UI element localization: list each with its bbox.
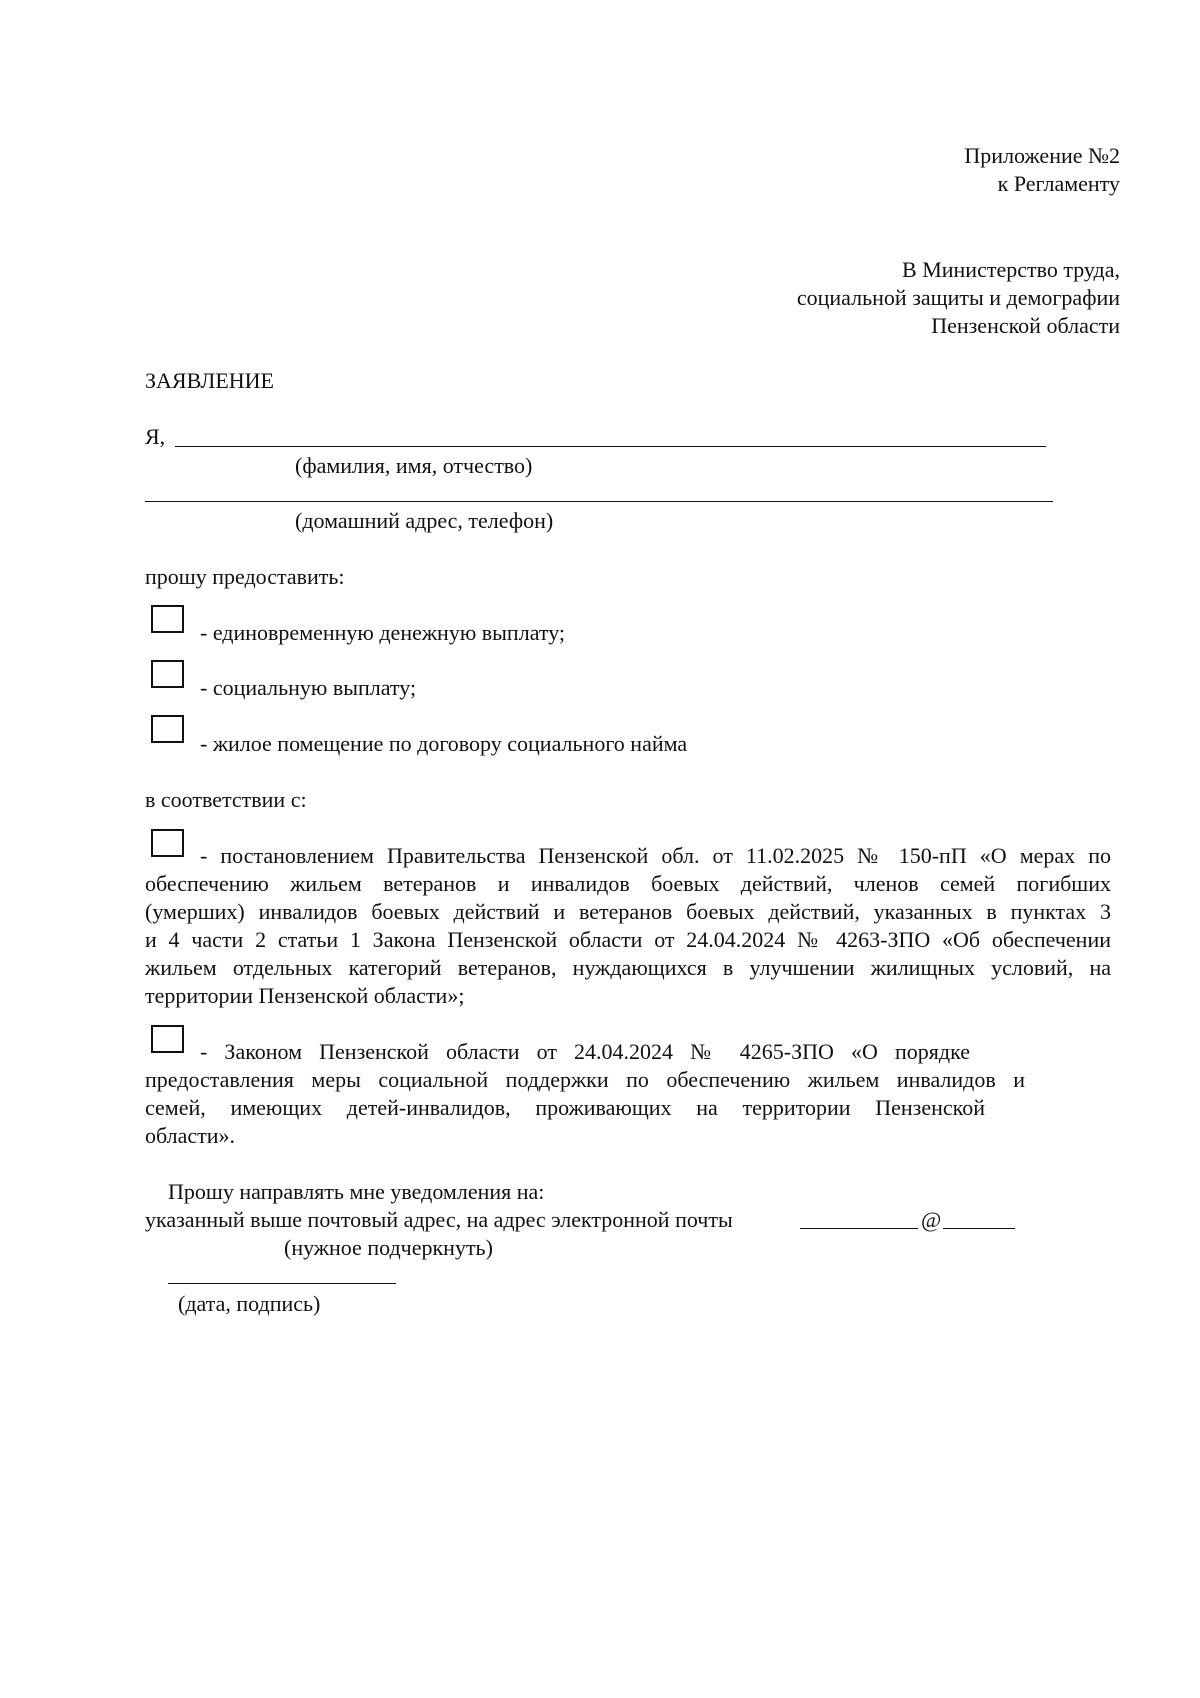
address-hint: (домашний адрес, телефон) [295,508,554,533]
law-line-1: - Законом Пензенской области от 24.04.2024 № 4265-ЗПО «О порядке [200,1039,970,1064]
resolution-line-3: (умерших) инвалидов боевых действий и ветеранов боевых действий, указанных в пунктах 3 [145,899,1111,924]
checkbox-lump-sum-payment[interactable] [151,605,184,633]
law-line-3: семей, имеющих детей-инвалидов, проживающих на территории Пензенской [145,1095,985,1120]
option-lump-sum-payment: - единовременную денежную выплату; [200,620,566,645]
option-social-payment: - социальную выплату; [200,675,417,700]
law-line-4: области». [145,1123,236,1148]
notification-hint: (нужное подчеркнуть) [284,1235,493,1260]
email-at-sign: @ [921,1207,942,1232]
appendix-number: Приложение №2 [964,143,1120,168]
law-line-2: предоставления меры социальной поддержки по обеспечению жильем инвалидов и [145,1067,1025,1092]
checkbox-social-housing[interactable] [151,715,184,743]
checkbox-regional-law[interactable] [151,1025,184,1053]
resolution-line-5: жильем отдельных категорий ветеранов, нуждающихся в улучшении жилищных условий, на [145,955,1111,980]
email-local-part-field[interactable] [800,1228,918,1229]
addressee-line-1: В Министерство труда, [902,257,1120,282]
option-social-housing: - жилое помещение по договору социального найма [200,731,688,756]
resolution-line-4: и 4 части 2 статьи 1 Закона Пензенской области от 24.04.2024 № 4263-ЗПО «Об обеспечении [145,927,1111,952]
name-hint: (фамилия, имя, отчество) [295,453,533,478]
applicant-name-field[interactable] [175,446,1046,447]
checkbox-social-payment[interactable] [151,660,184,688]
request-intro: прошу предоставить: [145,564,345,589]
notification-intro: Прошу направлять мне уведомления на: [168,1179,545,1204]
applicant-address-field[interactable] [145,501,1053,502]
notification-line: указанный выше почтовый адрес, на адрес электронной почты [145,1207,733,1232]
resolution-line-6: территории Пензенской области»; [145,983,465,1008]
regulation-reference: к Регламенту [997,171,1120,196]
resolution-line-1: - постановлением Правительства Пензенской обл. от 11.02.2025 № 150-пП «О мерах по [200,843,1111,868]
applicant-prefix: Я, [145,424,166,449]
basis-intro: в соответствии с: [145,787,307,812]
email-domain-field[interactable] [943,1228,1015,1229]
resolution-line-2: обеспечению жильем ветеранов и инвалидов боевых действий, членов семей погибших [145,871,1111,896]
addressee-line-2: социальной защиты и демографии [796,285,1120,310]
addressee-line-3: Пензенской области [931,313,1120,338]
document-title: ЗАЯВЛЕНИЕ [145,368,274,393]
date-signature-field[interactable] [168,1283,396,1284]
signature-hint: (дата, подпись) [178,1291,321,1316]
checkbox-government-resolution[interactable] [151,829,184,857]
